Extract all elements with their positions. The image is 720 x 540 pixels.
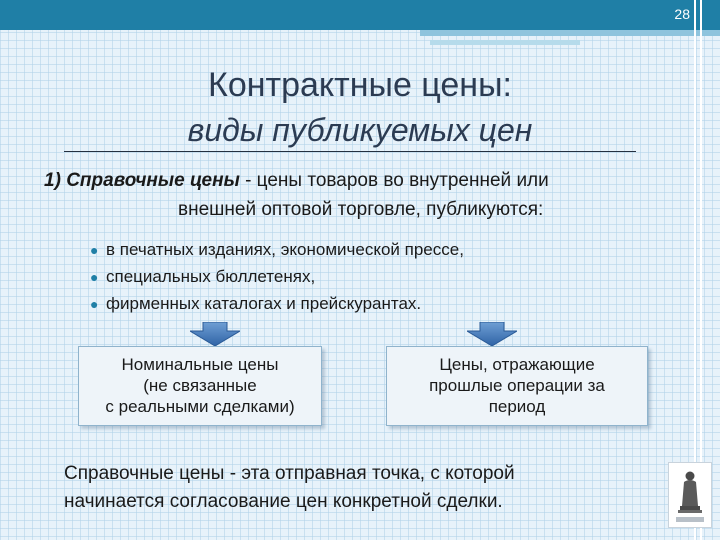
slide-title: Контрактные цены: (208, 66, 512, 104)
bullet-text: фирменных каталогах и прейскурантах. (106, 294, 422, 313)
item-prefix: 1) (44, 170, 67, 191)
down-arrow-icon (190, 322, 240, 346)
note-line: начинается согласование цен конкретной сделки. (64, 491, 503, 512)
bullet-icon: ● (90, 296, 99, 312)
item-term: Справочные цены (66, 170, 240, 191)
down-arrow-icon (467, 322, 517, 346)
item-definition-continuation: внешней оптовой торговле, публикуются: (178, 199, 544, 220)
list-item (90, 236, 464, 263)
past-operations-prices-box (386, 346, 648, 426)
university-seal-icon (668, 462, 712, 528)
title-underline (64, 151, 636, 152)
bullet-text: специальных бюллетенях, (106, 267, 316, 286)
slide-subtitle: виды публикуемых цен (187, 112, 533, 148)
note-line: Справочные цены - эта отправная точка, с которой (64, 463, 515, 484)
box-text-line: прошлые операции за (429, 376, 605, 395)
box-text-line: Цены, отражающие (439, 355, 595, 374)
list-item (90, 263, 464, 290)
bullet-icon: ● (90, 269, 99, 285)
numbered-item (44, 170, 549, 192)
item-definition: - цены товаров во внутренней или (239, 170, 549, 191)
page-number: 28 (674, 6, 690, 22)
list-item (90, 290, 464, 317)
box-text-line: (не связанные (143, 376, 257, 395)
summary-note (64, 460, 515, 516)
box-text-line: с реальными сделками) (105, 397, 295, 416)
box-text-line: Номинальные цены (121, 355, 279, 374)
nominal-prices-box (78, 346, 322, 426)
bullet-icon: ● (90, 242, 99, 258)
bullet-list (90, 236, 464, 317)
header-accent-stripe (420, 30, 720, 36)
bullet-text: в печатных изданиях, экономической прессе, (106, 240, 464, 259)
header-band (0, 0, 720, 30)
header-accent-stripe-small (430, 40, 580, 45)
box-text-line: период (488, 397, 546, 416)
